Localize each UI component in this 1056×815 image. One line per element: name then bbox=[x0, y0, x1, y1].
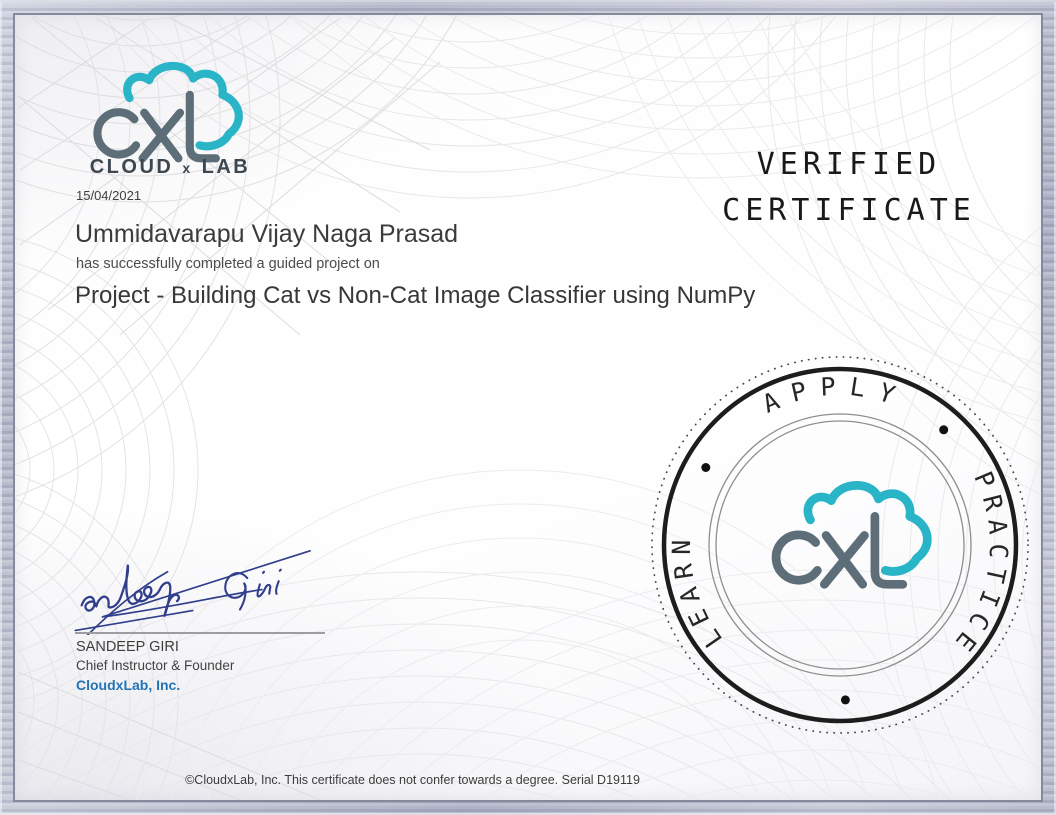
seal-center-logo-icon bbox=[776, 485, 927, 584]
seal-word-practice: PRACTICE bbox=[944, 467, 1014, 663]
verified-line1: VERIFIED bbox=[756, 147, 942, 182]
seal-separator-dot bbox=[701, 463, 710, 472]
seal-word-learn: LEARN bbox=[666, 531, 729, 653]
seal-separator-dot bbox=[939, 425, 948, 434]
issue-date: 15/04/2021 bbox=[76, 188, 142, 203]
signatory-name: SANDEEP GIRI bbox=[76, 639, 179, 655]
completion-text: has successfully completed a guided project on bbox=[76, 256, 380, 272]
certificate-paper bbox=[13, 13, 1043, 802]
handwritten-signature bbox=[67, 540, 329, 635]
seal-outer-ring bbox=[664, 369, 1016, 721]
seal-inner-ring-outer bbox=[709, 414, 971, 676]
signature-flourish bbox=[75, 551, 310, 635]
signatory-title: Chief Instructor & Founder bbox=[76, 658, 235, 673]
recipient-name: Ummidavarapu Vijay Naga Prasad bbox=[75, 220, 459, 248]
brand-x: x bbox=[182, 160, 193, 176]
verified-heading bbox=[715, 142, 983, 234]
learn-apply-practice-seal bbox=[645, 350, 1035, 740]
brand-wordmark bbox=[87, 156, 253, 179]
project-title: Project - Building Cat vs Non-Cat Image Classifier using NumPy bbox=[75, 282, 756, 309]
brand-lab: LAB bbox=[201, 156, 251, 178]
seal-word-apply: APPLY bbox=[758, 371, 911, 419]
verified-line2: CERTIFICATE bbox=[722, 193, 976, 228]
footer-disclaimer: ©CloudxLab, Inc. This certificate does not confer towards a degree. Serial D19119 bbox=[185, 773, 640, 787]
signatory-company: CloudxLab, Inc. bbox=[76, 677, 181, 693]
brand-cloud: CLOUD bbox=[89, 156, 174, 178]
seal-separator-dot bbox=[841, 695, 850, 704]
svg-text:PRACTICE bbox=[945, 467, 1013, 662]
signature-divider bbox=[75, 632, 325, 634]
svg-text:LEARN bbox=[667, 532, 728, 653]
